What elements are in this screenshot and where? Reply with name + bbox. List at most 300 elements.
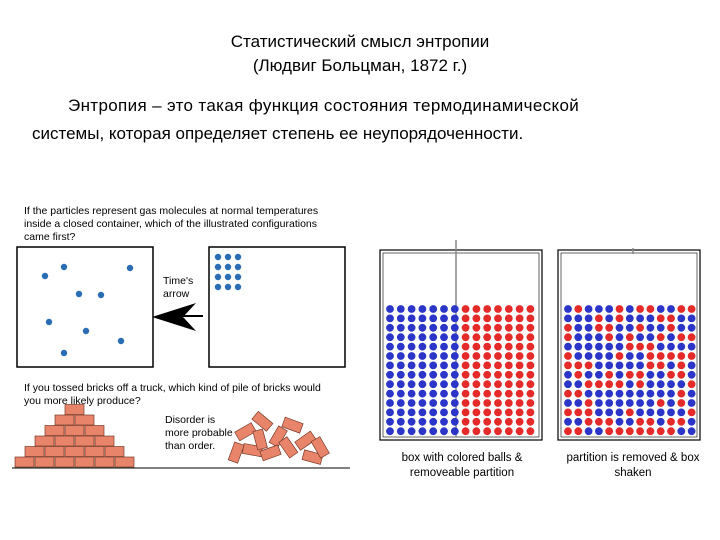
ball xyxy=(429,343,437,351)
ball xyxy=(429,399,437,407)
ball xyxy=(564,333,572,341)
ball xyxy=(647,343,655,351)
ball xyxy=(386,371,394,379)
ball xyxy=(647,390,655,398)
ball xyxy=(626,390,634,398)
ball xyxy=(636,399,644,407)
ball xyxy=(636,409,644,417)
particle xyxy=(42,273,48,279)
ball xyxy=(473,333,481,341)
ball xyxy=(564,371,572,379)
ball xyxy=(527,371,535,379)
ball xyxy=(494,362,502,370)
ball xyxy=(451,399,459,407)
ball xyxy=(386,352,394,360)
particle xyxy=(215,284,221,290)
ball xyxy=(667,371,675,379)
ball xyxy=(667,362,675,370)
ball xyxy=(429,418,437,426)
ball xyxy=(483,352,491,360)
ball xyxy=(605,362,613,370)
ball xyxy=(574,418,582,426)
brick xyxy=(45,426,64,436)
ball xyxy=(616,343,624,351)
ball xyxy=(419,343,427,351)
ball xyxy=(494,409,502,417)
caption-shaken: partition is removed & box shaken xyxy=(566,452,700,479)
ball xyxy=(494,324,502,332)
brick xyxy=(85,447,104,457)
time-arrow-label: Time's arrow xyxy=(163,275,194,300)
ball xyxy=(516,390,524,398)
ball xyxy=(397,390,405,398)
brick xyxy=(65,447,84,457)
ball xyxy=(408,409,416,417)
ball xyxy=(667,305,675,313)
brick xyxy=(55,415,74,425)
ball xyxy=(647,380,655,388)
brick xyxy=(115,457,134,467)
ball xyxy=(647,305,655,313)
ball xyxy=(636,390,644,398)
ball xyxy=(462,324,470,332)
ball xyxy=(688,315,696,323)
ball xyxy=(408,333,416,341)
brick xyxy=(85,426,104,436)
ball xyxy=(440,399,448,407)
ball xyxy=(397,371,405,379)
ball xyxy=(473,427,481,435)
ball xyxy=(564,380,572,388)
ball xyxy=(616,305,624,313)
ball xyxy=(605,371,613,379)
ball xyxy=(626,362,634,370)
ball xyxy=(473,409,481,417)
ball xyxy=(451,427,459,435)
ball xyxy=(626,380,634,388)
ball xyxy=(397,409,405,417)
ball xyxy=(483,399,491,407)
ball xyxy=(585,380,593,388)
ball xyxy=(667,352,675,360)
ball xyxy=(505,418,513,426)
ball xyxy=(677,380,685,388)
ball xyxy=(505,399,513,407)
ball xyxy=(386,427,394,435)
ball xyxy=(462,380,470,388)
ball xyxy=(688,371,696,379)
ball xyxy=(667,324,675,332)
ball xyxy=(408,390,416,398)
ball xyxy=(527,333,535,341)
ball xyxy=(626,305,634,313)
ball xyxy=(647,409,655,417)
ball xyxy=(451,305,459,313)
ball xyxy=(419,362,427,370)
ball xyxy=(462,409,470,417)
brick xyxy=(55,436,74,446)
ball xyxy=(408,399,416,407)
ball xyxy=(647,399,655,407)
ball xyxy=(408,352,416,360)
ball xyxy=(605,427,613,435)
ball xyxy=(473,380,481,388)
page-subtitle: (Людвиг Больцман, 1872 г.) xyxy=(252,56,468,75)
ball xyxy=(473,371,481,379)
ball xyxy=(647,352,655,360)
bricks-question: If you tossed bricks off a truck, which kind of pile of bricks would you more likely produce? xyxy=(24,382,321,407)
brick xyxy=(252,411,273,431)
ball xyxy=(626,352,634,360)
ball xyxy=(429,352,437,360)
ball xyxy=(647,418,655,426)
ball xyxy=(408,315,416,323)
ball xyxy=(585,371,593,379)
ball xyxy=(574,409,582,417)
ball xyxy=(429,371,437,379)
ball xyxy=(397,380,405,388)
brick-pile xyxy=(228,411,329,464)
ball xyxy=(408,362,416,370)
ball xyxy=(505,343,513,351)
ball xyxy=(440,324,448,332)
ball xyxy=(429,305,437,313)
ball xyxy=(397,315,405,323)
ball xyxy=(647,333,655,341)
ball xyxy=(688,418,696,426)
scattered-particles xyxy=(42,264,133,356)
ball xyxy=(516,409,524,417)
ball xyxy=(494,305,502,313)
ball xyxy=(527,418,535,426)
ball xyxy=(626,333,634,341)
ball xyxy=(462,390,470,398)
ball xyxy=(595,315,603,323)
particle xyxy=(235,254,241,260)
ball xyxy=(647,362,655,370)
particle xyxy=(215,254,221,260)
ball xyxy=(564,305,572,313)
ball xyxy=(483,343,491,351)
ball xyxy=(616,427,624,435)
ball xyxy=(564,362,572,370)
ball xyxy=(451,343,459,351)
ball xyxy=(657,305,665,313)
ball xyxy=(564,409,572,417)
ball xyxy=(505,427,513,435)
ball xyxy=(408,324,416,332)
definition-line-1: Энтропия – это такая функция состояния термодинамической xyxy=(68,96,580,115)
ball xyxy=(574,399,582,407)
ball xyxy=(483,324,491,332)
ball xyxy=(527,343,535,351)
particle xyxy=(61,264,67,270)
ball xyxy=(595,305,603,313)
ball xyxy=(494,418,502,426)
ball xyxy=(473,315,481,323)
ball xyxy=(677,409,685,417)
ball xyxy=(626,399,634,407)
ball xyxy=(657,324,665,332)
brick xyxy=(65,426,84,436)
ball xyxy=(527,305,535,313)
ball xyxy=(574,333,582,341)
ball xyxy=(605,399,613,407)
ball xyxy=(657,352,665,360)
ball xyxy=(494,390,502,398)
ball xyxy=(574,371,582,379)
ball xyxy=(647,371,655,379)
ball xyxy=(397,362,405,370)
ball xyxy=(494,352,502,360)
caption-partition: box with colored balls & removeable partition xyxy=(401,452,523,479)
ball xyxy=(595,427,603,435)
ball xyxy=(595,333,603,341)
ball xyxy=(657,343,665,351)
particle xyxy=(127,265,133,271)
ball xyxy=(408,343,416,351)
ball xyxy=(564,390,572,398)
ball xyxy=(677,390,685,398)
ball xyxy=(516,305,524,313)
ball xyxy=(516,399,524,407)
ball xyxy=(574,324,582,332)
ball xyxy=(585,315,593,323)
particle xyxy=(215,264,221,270)
ball xyxy=(626,427,634,435)
order-disorder-figure xyxy=(0,195,360,485)
ball xyxy=(483,333,491,341)
particle xyxy=(83,328,89,334)
disorder-note: Disorder is more probable than order. xyxy=(165,414,233,452)
ball xyxy=(636,418,644,426)
ball xyxy=(585,427,593,435)
ball xyxy=(564,427,572,435)
ball xyxy=(616,315,624,323)
ball xyxy=(667,427,675,435)
ball xyxy=(667,380,675,388)
ball xyxy=(636,343,644,351)
ball xyxy=(574,352,582,360)
ball xyxy=(408,380,416,388)
ball xyxy=(564,399,572,407)
ball xyxy=(462,333,470,341)
particle xyxy=(225,264,231,270)
ball xyxy=(440,343,448,351)
ball xyxy=(677,427,685,435)
ball xyxy=(440,427,448,435)
brick xyxy=(45,447,64,457)
ball xyxy=(516,427,524,435)
ball xyxy=(585,409,593,417)
particle xyxy=(118,338,124,344)
ball xyxy=(636,305,644,313)
ball xyxy=(483,380,491,388)
ball xyxy=(429,333,437,341)
ball xyxy=(419,305,427,313)
ball xyxy=(626,418,634,426)
ball xyxy=(462,427,470,435)
ball xyxy=(585,362,593,370)
particle xyxy=(76,291,82,297)
ball xyxy=(473,390,481,398)
ball xyxy=(677,399,685,407)
ball xyxy=(440,315,448,323)
ball xyxy=(505,409,513,417)
ball xyxy=(574,305,582,313)
ball xyxy=(494,399,502,407)
ball xyxy=(505,333,513,341)
ball xyxy=(483,409,491,417)
ball xyxy=(494,333,502,341)
ball xyxy=(616,418,624,426)
ball xyxy=(483,315,491,323)
ball xyxy=(657,390,665,398)
ball xyxy=(397,418,405,426)
ball xyxy=(483,371,491,379)
ball xyxy=(440,352,448,360)
ball xyxy=(462,399,470,407)
ball xyxy=(505,315,513,323)
brick xyxy=(105,447,124,457)
ball xyxy=(451,371,459,379)
ball xyxy=(657,427,665,435)
ball xyxy=(483,418,491,426)
particle xyxy=(61,350,67,356)
ball xyxy=(440,390,448,398)
ball xyxy=(473,343,481,351)
ball xyxy=(462,315,470,323)
ball xyxy=(657,380,665,388)
ball xyxy=(386,315,394,323)
ball xyxy=(516,352,524,360)
ball xyxy=(397,305,405,313)
ball xyxy=(636,362,644,370)
ball xyxy=(429,390,437,398)
brick xyxy=(15,457,34,467)
mixed-balls xyxy=(564,305,695,435)
ball xyxy=(419,399,427,407)
ball xyxy=(595,418,603,426)
ball xyxy=(574,380,582,388)
ball xyxy=(440,409,448,417)
ball xyxy=(605,305,613,313)
time-arrow-icon xyxy=(152,303,203,331)
ball xyxy=(626,324,634,332)
ball xyxy=(688,427,696,435)
ball xyxy=(657,333,665,341)
ball xyxy=(527,390,535,398)
particle xyxy=(215,274,221,280)
ball xyxy=(667,390,675,398)
ball xyxy=(688,324,696,332)
ball xyxy=(462,362,470,370)
ball xyxy=(494,380,502,388)
brick xyxy=(75,436,94,446)
ball xyxy=(667,315,675,323)
ball xyxy=(397,352,405,360)
ball xyxy=(647,427,655,435)
ball xyxy=(688,390,696,398)
definition-line-2: системы, которая определяет степень ее неупорядоченности. xyxy=(32,124,524,143)
ball xyxy=(451,390,459,398)
ball xyxy=(483,305,491,313)
ball xyxy=(616,352,624,360)
ball xyxy=(636,352,644,360)
ball xyxy=(616,362,624,370)
ball xyxy=(419,418,427,426)
ball xyxy=(505,371,513,379)
mixing-graphics xyxy=(365,230,715,450)
ball xyxy=(677,324,685,332)
page-title: Статистический смысл энтропии xyxy=(230,32,490,51)
ball xyxy=(585,324,593,332)
ball xyxy=(616,409,624,417)
ball xyxy=(574,427,582,435)
ball xyxy=(657,371,665,379)
ball xyxy=(595,409,603,417)
ball xyxy=(483,427,491,435)
ball xyxy=(636,371,644,379)
ball xyxy=(595,371,603,379)
ball xyxy=(429,427,437,435)
ball xyxy=(451,362,459,370)
ball xyxy=(636,333,644,341)
ball xyxy=(494,427,502,435)
ball xyxy=(440,333,448,341)
ball xyxy=(473,324,481,332)
ball xyxy=(397,343,405,351)
ball xyxy=(595,390,603,398)
ball xyxy=(527,352,535,360)
ball xyxy=(616,390,624,398)
ball xyxy=(451,333,459,341)
ball xyxy=(626,315,634,323)
ball xyxy=(516,343,524,351)
ball xyxy=(595,343,603,351)
ball xyxy=(527,427,535,435)
ball xyxy=(386,409,394,417)
brick xyxy=(35,436,54,446)
ball xyxy=(616,380,624,388)
ball xyxy=(527,409,535,417)
ball xyxy=(636,380,644,388)
ball xyxy=(462,371,470,379)
ball xyxy=(462,343,470,351)
ball xyxy=(451,409,459,417)
particle xyxy=(235,284,241,290)
ball xyxy=(408,427,416,435)
ball xyxy=(419,380,427,388)
ball xyxy=(408,418,416,426)
ball xyxy=(386,380,394,388)
ball xyxy=(462,305,470,313)
mixing-figure xyxy=(365,230,715,490)
ball xyxy=(616,399,624,407)
ball xyxy=(516,324,524,332)
ball xyxy=(397,427,405,435)
ball xyxy=(419,427,427,435)
ball xyxy=(616,324,624,332)
ball xyxy=(595,324,603,332)
ball xyxy=(574,390,582,398)
ball xyxy=(564,418,572,426)
disordered-box xyxy=(17,247,153,367)
ball xyxy=(397,333,405,341)
ball xyxy=(419,315,427,323)
ball xyxy=(429,315,437,323)
ball xyxy=(451,352,459,360)
